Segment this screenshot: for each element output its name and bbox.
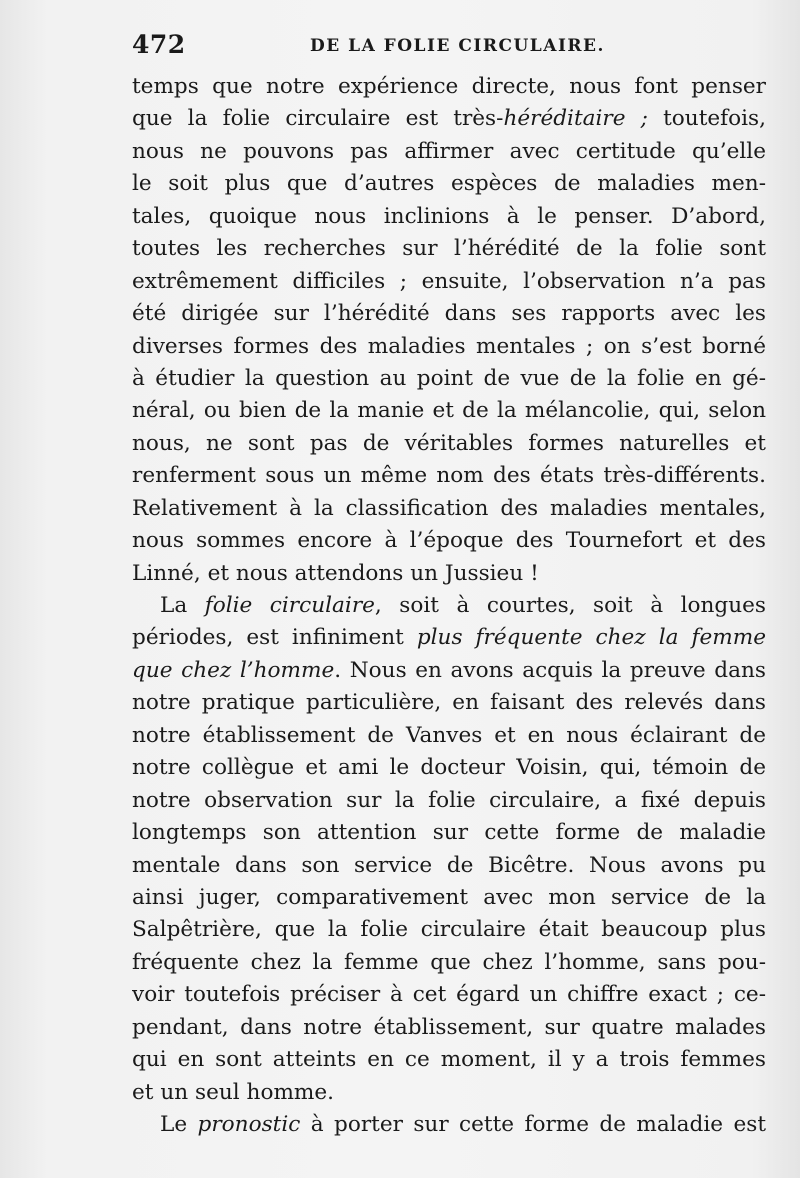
text-line xyxy=(132,395,766,427)
text-line xyxy=(132,233,766,265)
text-line xyxy=(132,136,766,168)
text-line xyxy=(132,363,766,395)
text-segment: voir toutefois préciser à cet égard un chiffre exact ; ce- xyxy=(132,982,766,1008)
text-segment: nous sommes encore à l’époque des Tournefort et des xyxy=(132,528,766,554)
text-segment: notre établissement de Vanves et en nous éclairant de xyxy=(132,722,766,748)
text-segment: temps que notre expérience directe, nous font penser xyxy=(132,74,766,99)
text-segment: renferment sous un même nom des états très-différents. xyxy=(132,463,766,489)
text-line xyxy=(132,817,766,849)
text-segment: Relativement à la classification des maladies mentales, xyxy=(132,495,766,521)
italic-text: folie circulaire xyxy=(204,593,375,618)
text-segment: périodes, est infiniment xyxy=(132,625,417,651)
text-line xyxy=(132,103,766,135)
text-segment: et un seul homme. xyxy=(132,1079,335,1105)
text-line xyxy=(132,720,766,752)
text-line xyxy=(132,882,766,914)
text-line xyxy=(132,850,766,882)
text-segment: notre collègue et ami le docteur Voisin, qui, témoin de xyxy=(132,755,766,781)
italic-text: que chez l’homme xyxy=(132,657,335,683)
text-segment: fréquente chez la femme que chez l’homme, sans pou- xyxy=(132,949,766,975)
text-line xyxy=(132,1109,766,1141)
text-line xyxy=(132,590,766,622)
text-line xyxy=(132,428,766,460)
text-segment: notre observation sur la folie circulaire, a fixé depuis xyxy=(132,787,766,813)
italic-text: pronostic xyxy=(197,1112,301,1137)
page-number: 472 xyxy=(132,30,186,59)
text-segment: à étudier la question au point de vue de la folie en gé- xyxy=(132,365,766,391)
text-line xyxy=(132,493,766,525)
text-line xyxy=(132,622,766,654)
text-segment: Le xyxy=(160,1112,198,1137)
text-line xyxy=(132,914,766,946)
text-segment: tales, quoique nous inclinions à le penser. D’abord, xyxy=(132,203,766,229)
text-segment: nous, ne sont pas de véritables formes naturelles et xyxy=(132,430,766,456)
page-header xyxy=(132,30,768,66)
text-line xyxy=(132,71,766,103)
text-segment: été dirigée sur l’hérédité dans ses rapports avec les xyxy=(132,301,766,327)
text-segment: diverses formes des maladies mentales ; on s’est borné xyxy=(132,333,766,359)
text-segment: mentale dans son service de Bicêtre. Nous avons pu xyxy=(132,852,766,878)
text-segment: que la folie circulaire est très- xyxy=(132,106,504,132)
text-segment: longtemps son attention sur cette forme de maladie xyxy=(132,820,766,846)
text-line xyxy=(132,460,766,492)
text-segment: Salpêtrière, que la folie circulaire était beaucoup plus xyxy=(132,917,766,943)
text-line xyxy=(132,525,766,557)
italic-text: plus fréquente chez la femme xyxy=(416,625,766,651)
body-text xyxy=(132,71,766,1141)
text-segment: toutefois, xyxy=(647,106,766,132)
text-segment: à porter sur cette forme de maladie est xyxy=(300,1112,766,1137)
text-line xyxy=(132,1012,766,1044)
text-segment: pendant, dans notre établissement, sur quatre malades xyxy=(132,1014,766,1040)
text-line xyxy=(132,785,766,817)
text-segment: notre pratique particulière, en faisant des relevés dans xyxy=(132,690,766,716)
text-segment: , soit à courtes, soit à longues xyxy=(374,593,766,618)
text-line xyxy=(132,947,766,979)
running-title: DE LA FOLIE CIRCULAIRE. xyxy=(310,36,605,56)
text-line xyxy=(132,979,766,1011)
text-line xyxy=(132,687,766,719)
text-line xyxy=(132,298,766,330)
text-segment: nous ne pouvons pas affirmer avec certitude qu’elle xyxy=(132,138,766,164)
text-segment: La xyxy=(160,593,205,618)
text-line xyxy=(132,331,766,363)
text-line xyxy=(132,266,766,298)
italic-text: héréditaire ; xyxy=(503,106,648,132)
text-segment: néral, ou bien de la manie et de la mélancolie, qui, selon xyxy=(132,398,766,424)
text-segment: qui en sont atteints en ce moment, il y a trois femmes xyxy=(132,1047,766,1073)
text-line xyxy=(132,558,766,590)
text-line xyxy=(132,168,766,200)
text-segment: Linné, et nous attendons un Jussieu ! xyxy=(132,560,539,586)
text-line xyxy=(132,1044,766,1076)
text-line xyxy=(132,655,766,687)
text-line xyxy=(132,1077,766,1109)
text-segment: extrêmement difficiles ; ensuite, l’observation n’a pas xyxy=(132,268,766,294)
text-segment: toutes les recherches sur l’hérédité de la folie sont xyxy=(132,236,766,262)
text-segment: ainsi juger, comparativement avec mon service de la xyxy=(132,884,766,910)
text-line xyxy=(132,752,766,784)
text-segment: . Nous en avons acquis la preuve dans xyxy=(334,657,766,683)
text-segment: le soit plus que d’autres espèces de maladies men- xyxy=(132,171,766,197)
text-line xyxy=(132,201,766,233)
